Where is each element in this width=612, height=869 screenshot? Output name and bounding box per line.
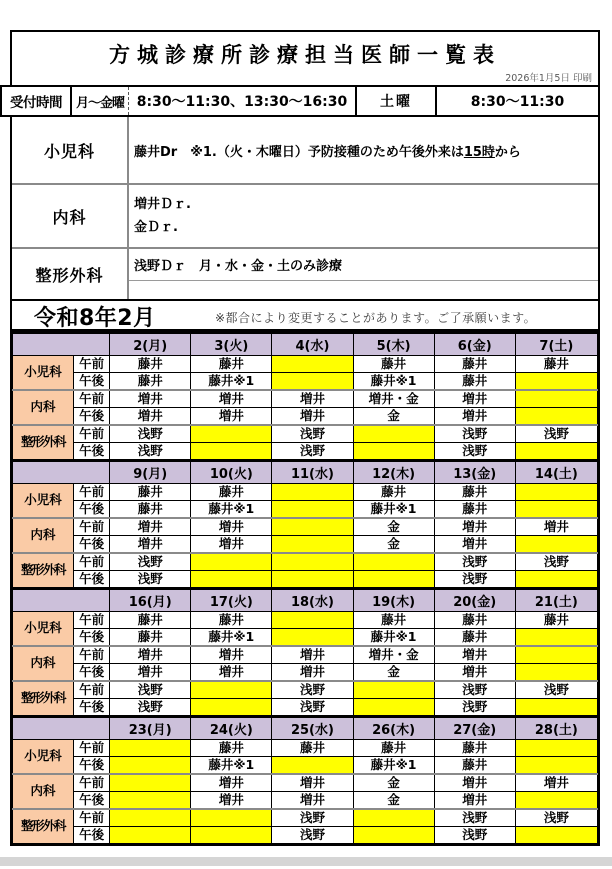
- schedule-cell: 浅野: [272, 809, 353, 827]
- schedule-cell: 藤井※1: [191, 501, 272, 519]
- weekday-label: 月～金曜: [72, 87, 129, 115]
- schedule-cell-closed: [110, 827, 191, 844]
- dept-label: 内科: [13, 390, 74, 425]
- schedule-cell: 藤井: [110, 612, 191, 629]
- week-table-4: [12, 716, 598, 844]
- schedule-cell-closed: [515, 792, 597, 810]
- schedule-cell: 浅野: [110, 681, 191, 699]
- week-table-2: [12, 460, 598, 588]
- ampm-label: 午前: [74, 484, 110, 501]
- print-date: 2026年1月5日 印刷: [505, 73, 592, 84]
- schedule-cell: 浅野: [434, 699, 515, 716]
- schedule-cell-closed: [110, 809, 191, 827]
- schedule-cell: 増井: [191, 408, 272, 426]
- dept-label: 内科: [13, 646, 74, 681]
- schedule-cell: 浅野: [110, 699, 191, 716]
- day-header: 2(月): [110, 334, 191, 356]
- schedule-cell-closed: [191, 571, 272, 588]
- schedule-cell: 藤井: [434, 356, 515, 373]
- schedule-cell: 藤井: [191, 612, 272, 629]
- schedule-cell-closed: [515, 408, 597, 426]
- dept-label: 内科: [13, 518, 74, 553]
- day-header: 4(水): [272, 334, 353, 356]
- schedule-cell: 増井: [191, 792, 272, 810]
- schedule-cell: 金: [353, 774, 434, 792]
- month-note: ※都合により変更することがあります。ご了承願います。: [215, 311, 537, 325]
- schedule-cell: 藤井: [515, 356, 597, 373]
- ampm-label: 午後: [74, 792, 110, 810]
- schedule-cell: 藤井※1: [191, 373, 272, 391]
- day-header: 3(火): [191, 334, 272, 356]
- dept-label: 小児科: [13, 740, 74, 775]
- pediatrics-note-underlined: 15時: [463, 144, 495, 160]
- schedule-cell: 藤井: [353, 484, 434, 501]
- schedule-cell-closed: [515, 699, 597, 716]
- orthopedics-empty-cell: [129, 281, 598, 299]
- info-table: [10, 30, 600, 331]
- schedule-cell: 藤井: [434, 501, 515, 519]
- schedule-cell: 増井: [110, 408, 191, 426]
- schedule-cell: 増井: [191, 646, 272, 664]
- schedule-cell: 藤井: [434, 373, 515, 391]
- schedule-cell-closed: [272, 373, 353, 391]
- schedule-cell-closed: [191, 809, 272, 827]
- schedule-cell: 浅野: [272, 827, 353, 844]
- schedule-cell: 金: [353, 408, 434, 426]
- schedule-cell: 藤井※1: [353, 373, 434, 391]
- schedule-cell: 浅野: [110, 553, 191, 571]
- schedule-cell-closed: [110, 792, 191, 810]
- schedule-cell: 藤井: [353, 612, 434, 629]
- day-header: 27(金): [434, 717, 515, 740]
- schedule-cell-closed: [515, 373, 597, 391]
- month-title: 令和8年2月: [34, 306, 156, 331]
- schedule-cell-closed: [353, 827, 434, 844]
- page-title: 方城診療所診療担当医師一覧表: [109, 43, 501, 67]
- schedule-cell-closed: [272, 518, 353, 536]
- schedule-cell: 増井: [434, 390, 515, 408]
- dept-label: 整形外科: [13, 553, 74, 588]
- schedule-cell-closed: [191, 425, 272, 443]
- schedule-cell-closed: [353, 553, 434, 571]
- schedule-cell: 増井・金: [353, 390, 434, 408]
- day-header: 10(火): [191, 461, 272, 484]
- schedule-cell: 浅野: [434, 571, 515, 588]
- schedule-cell: 浅野: [272, 699, 353, 716]
- week-table-3: [12, 588, 598, 716]
- ampm-label: 午後: [74, 536, 110, 554]
- day-header: 9(月): [110, 461, 191, 484]
- day-header: 12(木): [353, 461, 434, 484]
- schedule-cell: 浅野: [434, 553, 515, 571]
- schedule-cell: 藤井: [191, 740, 272, 757]
- schedule-cell-closed: [272, 629, 353, 647]
- schedule-cell: 藤井: [191, 356, 272, 373]
- dept-label: 整形外科: [13, 425, 74, 460]
- schedule-cell: 増井: [515, 518, 597, 536]
- schedule-cell: 金: [353, 664, 434, 682]
- ampm-label: 午前: [74, 612, 110, 629]
- schedule-cell: 増井: [434, 518, 515, 536]
- ampm-label: 午後: [74, 501, 110, 519]
- internal-doctor-1: 増井Ｄｒ.: [134, 197, 191, 212]
- schedule-cell: 増井: [110, 664, 191, 682]
- schedule-cell: 藤井: [110, 629, 191, 647]
- ampm-label: 午後: [74, 827, 110, 844]
- schedule-cell: 浅野: [110, 443, 191, 460]
- schedule-cell-closed: [110, 740, 191, 757]
- schedule-cell-closed: [272, 553, 353, 571]
- dept-label: 小児科: [13, 612, 74, 647]
- schedule-cell: 浅野: [110, 425, 191, 443]
- day-header: 21(土): [515, 589, 597, 612]
- schedule-cell-closed: [272, 757, 353, 775]
- ampm-label: 午前: [74, 553, 110, 571]
- schedule-cell: 増井: [272, 646, 353, 664]
- schedule-cell-closed: [353, 809, 434, 827]
- schedule-cell: 浅野: [434, 827, 515, 844]
- day-header: 7(土): [515, 334, 597, 356]
- dept-label: 小児科: [13, 356, 74, 391]
- schedule-cell-closed: [515, 646, 597, 664]
- schedule-cell: 浅野: [110, 571, 191, 588]
- pediatrics-note-suffix: から: [494, 144, 521, 160]
- weekday-hours: 8:30～11:30、13:30～16:30: [136, 94, 348, 110]
- schedule-cell: 増井: [434, 664, 515, 682]
- schedule-cell-closed: [191, 553, 272, 571]
- pediatrics-label: 小児科: [12, 117, 129, 183]
- schedule-cell: 増井: [272, 408, 353, 426]
- schedule-cell: 浅野: [272, 425, 353, 443]
- ampm-label: 午後: [74, 664, 110, 682]
- schedule-cell: 浅野: [515, 425, 597, 443]
- schedule-cell-closed: [272, 356, 353, 373]
- schedule-cell-closed: [353, 425, 434, 443]
- schedule-cell: 藤井: [110, 484, 191, 501]
- schedule-cell: 増井: [434, 408, 515, 426]
- day-header: 14(土): [515, 461, 597, 484]
- schedule-cell: 浅野: [515, 681, 597, 699]
- day-header: 6(金): [434, 334, 515, 356]
- schedule-cell: 藤井: [353, 356, 434, 373]
- schedule-cell: 藤井: [434, 612, 515, 629]
- schedule-cell: 藤井: [110, 356, 191, 373]
- schedule-cell: 金: [353, 518, 434, 536]
- schedule-cell: 浅野: [272, 681, 353, 699]
- schedule-cell-closed: [515, 484, 597, 501]
- pediatrics-row: [12, 117, 598, 185]
- schedule-cell-closed: [191, 681, 272, 699]
- schedule-cell: 藤井: [434, 740, 515, 757]
- ampm-label: 午前: [74, 774, 110, 792]
- month-row: [12, 301, 598, 329]
- schedule-cell-closed: [272, 536, 353, 554]
- pediatrics-note: [129, 117, 598, 183]
- schedule-cell: 藤井※1: [353, 757, 434, 775]
- ampm-label: 午前: [74, 740, 110, 757]
- schedule-cell: 増井: [191, 774, 272, 792]
- week-corner-cell: [13, 589, 110, 612]
- schedule-cell-closed: [515, 827, 597, 844]
- title-row: [12, 32, 598, 87]
- schedule-cell: 増井: [515, 774, 597, 792]
- schedule-cell: 藤井: [272, 740, 353, 757]
- schedule-cell-closed: [272, 612, 353, 629]
- schedule-cell-closed: [353, 699, 434, 716]
- schedule-cell: 浅野: [434, 443, 515, 460]
- day-header: 11(水): [272, 461, 353, 484]
- schedule-cell: 増井: [191, 390, 272, 408]
- dept-label: 小児科: [13, 484, 74, 519]
- schedule-cell: 藤井※1: [191, 629, 272, 647]
- schedule-cell: 藤井※1: [353, 629, 434, 647]
- schedule-cell: 藤井: [434, 629, 515, 647]
- schedule-cell: 浅野: [272, 443, 353, 460]
- ampm-label: 午後: [74, 373, 110, 391]
- dept-label: 整形外科: [13, 809, 74, 844]
- schedule-cell: 藤井: [353, 740, 434, 757]
- day-header: 25(水): [272, 717, 353, 740]
- schedule-cell: 藤井: [110, 373, 191, 391]
- reception-hours-label: 受付時間: [0, 85, 72, 117]
- orthopedics-label: 整形外科: [12, 249, 129, 299]
- saturday-hours: 8:30～11:30: [470, 94, 565, 110]
- day-header: 5(木): [353, 334, 434, 356]
- schedule-cell-closed: [515, 757, 597, 775]
- schedule-cell: 浅野: [434, 681, 515, 699]
- schedule-cell: 藤井: [434, 484, 515, 501]
- schedule-cell: 金: [353, 536, 434, 554]
- schedule-cell-closed: [110, 774, 191, 792]
- schedule-cell: 増井: [110, 536, 191, 554]
- dept-label: 整形外科: [13, 681, 74, 716]
- schedule-cell: 増井: [434, 536, 515, 554]
- ampm-label: 午前: [74, 356, 110, 373]
- schedule-cell-closed: [272, 571, 353, 588]
- schedule-cell: 藤井: [434, 757, 515, 775]
- ampm-label: 午前: [74, 681, 110, 699]
- day-header: 28(土): [515, 717, 597, 740]
- ampm-label: 午前: [74, 425, 110, 443]
- day-header: 26(木): [353, 717, 434, 740]
- ampm-label: 午前: [74, 390, 110, 408]
- day-header: 17(火): [191, 589, 272, 612]
- schedule-cell: 藤井※1: [191, 757, 272, 775]
- schedule-cell-closed: [191, 827, 272, 844]
- schedule-calendar: [10, 331, 600, 846]
- day-header: 13(金): [434, 461, 515, 484]
- saturday-label: 土曜: [355, 87, 437, 115]
- schedule-cell: 増井: [434, 646, 515, 664]
- schedule-cell: 藤井: [110, 501, 191, 519]
- reception-hours-row: [12, 87, 598, 117]
- day-header: 18(水): [272, 589, 353, 612]
- page-bottom-edge: [0, 857, 612, 866]
- schedule-cell-closed: [515, 664, 597, 682]
- day-header: 19(木): [353, 589, 434, 612]
- ampm-label: 午後: [74, 443, 110, 460]
- schedule-cell: 藤井※1: [353, 501, 434, 519]
- ampm-label: 午後: [74, 757, 110, 775]
- ampm-label: 午後: [74, 408, 110, 426]
- internal-doctor-2: 金Ｄｒ.: [134, 220, 178, 235]
- schedule-cell: 増井: [272, 390, 353, 408]
- week-corner-cell: [13, 334, 110, 356]
- ampm-label: 午後: [74, 699, 110, 716]
- schedule-cell: 増井: [272, 664, 353, 682]
- schedule-cell-closed: [515, 501, 597, 519]
- ampm-label: 午前: [74, 646, 110, 664]
- schedule-cell-closed: [515, 443, 597, 460]
- week-table-1: [12, 333, 598, 460]
- schedule-cell-closed: [515, 629, 597, 647]
- schedule-cell-closed: [353, 681, 434, 699]
- schedule-cell: 浅野: [434, 425, 515, 443]
- day-header: 24(火): [191, 717, 272, 740]
- dept-label: 内科: [13, 774, 74, 809]
- schedule-cell-closed: [272, 501, 353, 519]
- schedule-cell: 増井: [191, 536, 272, 554]
- schedule-cell-closed: [353, 571, 434, 588]
- orthopedics-note: [129, 249, 598, 299]
- orthopedics-doctor: 浅野Ｄｒ 月・水・金・土のみ診療: [129, 249, 598, 281]
- week-corner-cell: [13, 717, 110, 740]
- schedule-cell-closed: [515, 571, 597, 588]
- schedule-cell-closed: [515, 390, 597, 408]
- schedule-cell-closed: [110, 757, 191, 775]
- schedule-cell: 増井: [110, 518, 191, 536]
- internal-medicine-label: 内科: [12, 185, 129, 247]
- schedule-cell: 浅野: [515, 809, 597, 827]
- internal-medicine-row: [12, 185, 598, 249]
- ampm-label: 午後: [74, 629, 110, 647]
- pediatrics-note-prefix: 藤井Dr ※1.（火・木曜日）予防接種のため午後外来は: [134, 144, 464, 160]
- ampm-label: 午前: [74, 809, 110, 827]
- schedule-cell-closed: [515, 740, 597, 757]
- orthopedics-row: [12, 249, 598, 301]
- schedule-cell: 増井: [110, 390, 191, 408]
- schedule-cell-closed: [191, 699, 272, 716]
- schedule-cell: 増井・金: [353, 646, 434, 664]
- schedule-cell: 藤井: [515, 612, 597, 629]
- schedule-cell: 増井: [191, 518, 272, 536]
- schedule-cell-closed: [191, 443, 272, 460]
- day-header: 23(月): [110, 717, 191, 740]
- schedule-cell-closed: [353, 443, 434, 460]
- day-header: 20(金): [434, 589, 515, 612]
- schedule-cell: 増井: [191, 664, 272, 682]
- internal-medicine-note: [129, 185, 598, 247]
- ampm-label: 午前: [74, 518, 110, 536]
- ampm-label: 午後: [74, 571, 110, 588]
- schedule-cell-closed: [515, 536, 597, 554]
- schedule-cell: 浅野: [515, 553, 597, 571]
- day-header: 16(月): [110, 589, 191, 612]
- schedule-cell: 増井: [434, 774, 515, 792]
- schedule-cell: 増井: [272, 774, 353, 792]
- schedule-cell: 増井: [110, 646, 191, 664]
- schedule-cell: 増井: [272, 792, 353, 810]
- week-corner-cell: [13, 461, 110, 484]
- schedule-cell: 増井: [434, 792, 515, 810]
- schedule-cell-closed: [272, 484, 353, 501]
- schedule-cell: 藤井: [191, 484, 272, 501]
- schedule-cell: 浅野: [434, 809, 515, 827]
- schedule-cell: 金: [353, 792, 434, 810]
